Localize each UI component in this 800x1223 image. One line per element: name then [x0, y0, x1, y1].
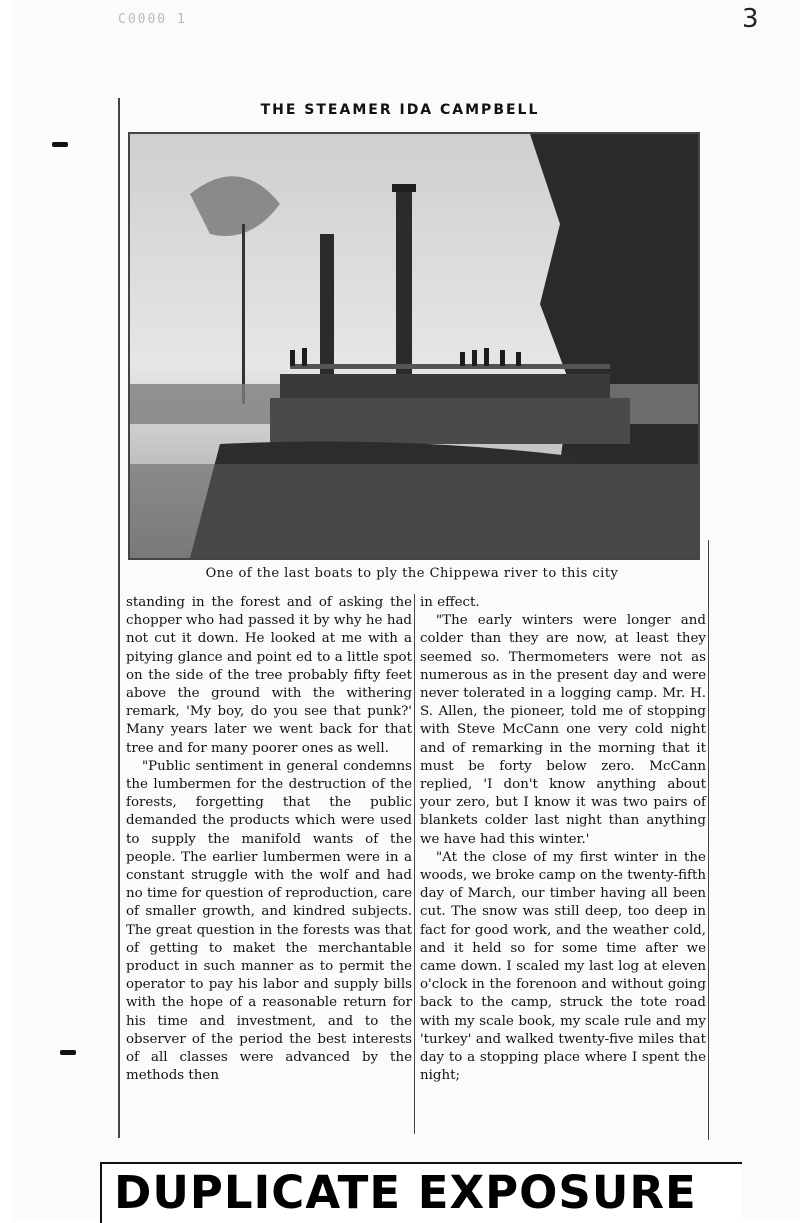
paragraph: "The early winters were longer and colder than they are now, at least they seemed so. Thermometers were not as numerous as in the present day and were never tolerated in a logging camp. Mr. H. S. Allen, the pioneer, told me of stopping with Steve McCann one very cold night and of remarking in the morning that it must be forty below zero. McCann replied, 'I don't know anything about your zero, but I know it was two pairs of blankets colder last night than anything we have had this winter.' [420, 613, 706, 847]
article-column-left [126, 594, 412, 1085]
photo-smokestack-left [320, 234, 334, 374]
article-column-right [420, 594, 706, 1085]
film-edge-mark-top [52, 142, 68, 147]
film-edge-mark-bottom [60, 1050, 76, 1055]
photo-upper-deck [280, 374, 610, 398]
duplicate-exposure-label: DUPLICATE EXPOSURE [114, 1166, 697, 1219]
photo-smokestack-right [396, 184, 412, 374]
photo-river [130, 464, 698, 558]
photo-pole [242, 224, 245, 404]
paragraph: "At the close of my first winter in the woods, we broke camp on the twenty-fifth day of March, our timber having all been cut. The snow was still deep, too deep in fact for good work, and the weather cold, and it held so for some time after we came down. I scaled my last log at eleven o'clock in the forenoon and without going back to the camp, struck the tote road with my scale book, my scale rule and my 'turkey' and walked twenty-five miles that day to a stopping place where I spent the night; [420, 849, 706, 1084]
paragraph: "Public sentiment in general condemns the lumbermen for the destruction of the forests, forgetting that the public demanded the products which were used to supply the manifold wants of the people. The earlier lumbermen were in a constant struggle with the wolf and had no time for question of reproduction, care of smaller growth, and kindred subjects. The great question in the forests was that of getting to maket the merchantable product in such manner as to permit the operator to pay his labor and supply bills with the hope of a reasonable return for his time and investment, and to the observer of the period the best interests of all classes were advanced by the methods then [126, 758, 412, 1084]
photo-stack-cap [392, 184, 416, 192]
column-rule-center [414, 594, 415, 1134]
photo-lower-deck [270, 398, 630, 444]
steamboat-photo [128, 132, 700, 560]
archive-stamp: C0000 1 [118, 12, 187, 27]
photo-caption: One of the last boats to ply the Chippewa river to this city [205, 566, 619, 581]
paragraph: in effect. [420, 595, 480, 610]
paragraph: standing in the forest and of asking the chopper who had passed it by why he had not cut it down. He looked at me with a pitying glance and point ed to a little spot on the side of the tree probably fifty feet above the ground with the withering remark, 'My boy, do you see that punk?' Many years later we went back for that tree and for many poorer ones as well. [126, 595, 412, 756]
photo-deck-rail [290, 364, 610, 369]
page-number: 3 [742, 4, 759, 34]
column-rule-left [118, 98, 120, 1138]
column-rule-right [708, 540, 709, 1140]
article-headline: THE STEAMER IDA CAMPBELL [260, 102, 540, 118]
